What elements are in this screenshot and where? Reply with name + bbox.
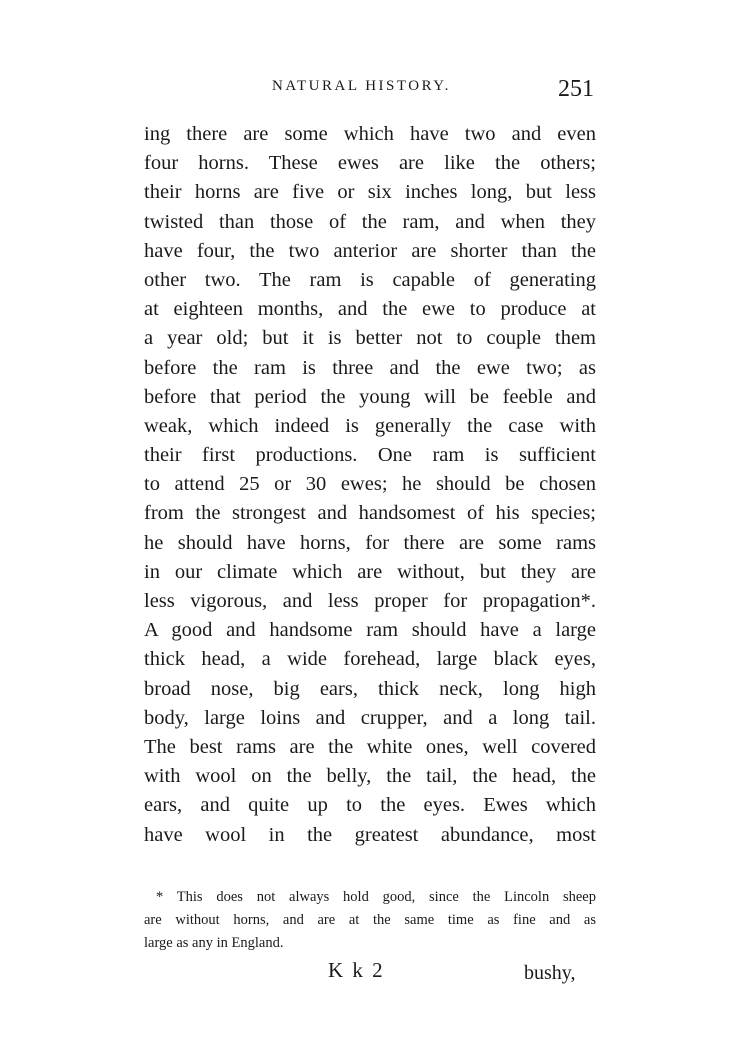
text-line: their first productions. One ram is sufficient <box>144 444 596 467</box>
text-line: before that period the young will be feeble and <box>144 385 596 408</box>
running-title: NATURAL HISTORY. <box>272 78 451 94</box>
page-number: 251 <box>558 76 594 102</box>
text-line: broad nose, big ears, thick neck, long high <box>144 677 596 700</box>
text-line: weak, which indeed is generally the case with <box>144 414 596 437</box>
footnote <box>144 886 596 955</box>
footnote-line: are without horns, and are at the same time as fine and as <box>144 912 596 928</box>
text-line: a year old; but it is better not to couple them <box>144 327 596 350</box>
text-line: thick head, a wide forehead, large black eyes, <box>144 648 596 671</box>
body-text <box>144 120 596 850</box>
text-line: four horns. These ewes are like the others; <box>144 152 596 175</box>
text-line: body, large loins and crupper, and a long tail. <box>144 706 596 729</box>
catchword: bushy, <box>524 962 576 984</box>
text-line: with wool on the belly, the tail, the head, the <box>144 765 596 788</box>
text-line: have wool in the greatest abundance, most <box>144 823 596 846</box>
text-line: ears, and quite up to the eyes. Ewes which <box>144 794 596 817</box>
text-line: to attend 25 or 30 ewes; he should be chosen <box>144 473 596 496</box>
text-line: before the ram is three and the ewe two; as <box>144 356 596 379</box>
signature-mark: K k 2 <box>328 958 385 982</box>
text-line: from the strongest and handsomest of his species; <box>144 502 596 525</box>
text-line: A good and handsome ram should have a large <box>144 619 596 642</box>
text-line: The best rams are the white ones, well covered <box>144 735 596 758</box>
text-line: at eighteen months, and the ewe to produce at <box>144 298 596 321</box>
footnote-line: large as any in England. <box>144 935 284 951</box>
text-line: in our climate which are without, but they are <box>144 560 596 583</box>
text-line: twisted than those of the ram, and when they <box>144 210 596 233</box>
footnote-line: * This does not always hold good, since the Lincoln sheep <box>156 889 596 905</box>
text-line: other two. The ram is capable of generating <box>144 268 596 291</box>
text-line: he should have horns, for there are some rams <box>144 531 596 554</box>
text-line: less vigorous, and less proper for propagation*. <box>144 590 596 612</box>
text-line: ing there are some which have two and even <box>144 123 596 145</box>
text-line: their horns are five or six inches long, but less <box>144 181 596 204</box>
text-line: have four, the two anterior are shorter than the <box>144 239 596 262</box>
